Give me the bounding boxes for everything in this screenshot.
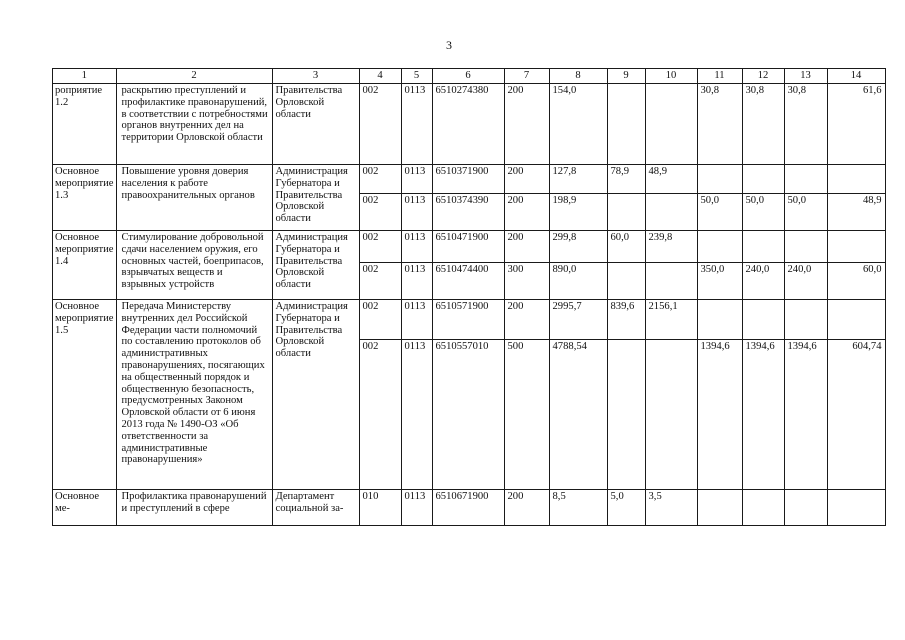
- col-header: 2: [116, 69, 272, 84]
- cell-value: 60,0: [607, 231, 645, 263]
- cell-value: 239,8: [645, 231, 697, 263]
- cell-value: 200: [504, 300, 549, 340]
- cell-value: 8,5: [549, 490, 607, 526]
- cell-value: 61,6: [827, 84, 885, 165]
- cell-value: 5,0: [607, 490, 645, 526]
- cell-value: 6510671900: [432, 490, 504, 526]
- cell-value: 0113: [401, 263, 432, 300]
- cell-value: [742, 231, 784, 263]
- cell-value: [784, 231, 827, 263]
- cell-value: 500: [504, 340, 549, 490]
- cell-value: [697, 490, 742, 526]
- cell-value: 200: [504, 84, 549, 165]
- measure-number: Основное мероприятие 1.3: [53, 165, 117, 231]
- executor: Правительства Орловской области: [272, 84, 359, 165]
- cell-value: 002: [359, 84, 401, 165]
- measure-description: Стимулирование добровольной сдачи населением оружия, его основных частей, боеприпасов, взрывчатых веществ и взрывных устройств: [116, 231, 272, 300]
- measure-description: Повышение уровня доверия населения к работе правоохранительных органов: [116, 165, 272, 231]
- cell-value: 30,8: [784, 84, 827, 165]
- cell-value: 200: [504, 231, 549, 263]
- cell-value: 300: [504, 263, 549, 300]
- cell-value: 2995,7: [549, 300, 607, 340]
- cell-value: 4788,54: [549, 340, 607, 490]
- cell-value: [697, 231, 742, 263]
- cell-value: 1394,6: [742, 340, 784, 490]
- measure-number: роприятие 1.2: [53, 84, 117, 165]
- cell-value: 010: [359, 490, 401, 526]
- table-row: [53, 300, 886, 340]
- cell-value: 240,0: [784, 263, 827, 300]
- cell-value: 198,9: [549, 194, 607, 231]
- cell-value: 127,8: [549, 165, 607, 194]
- cell-value: [742, 490, 784, 526]
- cell-value: [742, 165, 784, 194]
- executor: Департамент социальной за-: [272, 490, 359, 526]
- cell-value: [827, 490, 885, 526]
- cell-value: 890,0: [549, 263, 607, 300]
- executor: Администрация Губернатора и Правительства Орловской области: [272, 231, 359, 300]
- cell-value: 240,0: [742, 263, 784, 300]
- cell-value: 6510557010: [432, 340, 504, 490]
- cell-value: 0113: [401, 490, 432, 526]
- col-header: 6: [432, 69, 504, 84]
- cell-value: 0113: [401, 84, 432, 165]
- cell-value: 299,8: [549, 231, 607, 263]
- col-header: 12: [742, 69, 784, 84]
- header-row: [53, 69, 886, 84]
- col-header: 9: [607, 69, 645, 84]
- table-row: [53, 165, 886, 194]
- cell-value: 200: [504, 194, 549, 231]
- cell-value: 154,0: [549, 84, 607, 165]
- col-header: 11: [697, 69, 742, 84]
- cell-value: [645, 84, 697, 165]
- cell-value: 002: [359, 340, 401, 490]
- cell-value: 002: [359, 165, 401, 194]
- cell-value: 6510374390: [432, 194, 504, 231]
- executor: Администрация Губернатора и Правительства Орловской области: [272, 300, 359, 490]
- cell-value: 6510474400: [432, 263, 504, 300]
- table-row: [53, 490, 886, 526]
- cell-value: [607, 263, 645, 300]
- cell-value: 002: [359, 263, 401, 300]
- measure-description: Передача Министерству внутренних дел Российской Федерации части полномочий по составлению протоколов об административных правонарушениях, посягающих на общественный порядок и общественную безопасность, предусмотренных Законом Орловской области от 6 июня 2013 года № 1490-ОЗ «Об ответственности за административные правонарушения»: [116, 300, 272, 490]
- col-header: 3: [272, 69, 359, 84]
- cell-value: [827, 231, 885, 263]
- col-header: 1: [53, 69, 117, 84]
- cell-value: 0113: [401, 300, 432, 340]
- cell-value: [784, 300, 827, 340]
- executor: Администрация Губернатора и Правительства Орловской области: [272, 165, 359, 231]
- cell-value: [784, 490, 827, 526]
- col-header: 10: [645, 69, 697, 84]
- cell-value: 0113: [401, 340, 432, 490]
- cell-value: [607, 340, 645, 490]
- cell-value: 30,8: [742, 84, 784, 165]
- cell-value: [607, 194, 645, 231]
- col-header: 8: [549, 69, 607, 84]
- cell-value: 0113: [401, 165, 432, 194]
- cell-value: [742, 300, 784, 340]
- cell-value: 48,9: [827, 194, 885, 231]
- cell-value: 6510371900: [432, 165, 504, 194]
- measure-number: Основное мероприятие 1.4: [53, 231, 117, 300]
- cell-value: 2156,1: [645, 300, 697, 340]
- col-header: 4: [359, 69, 401, 84]
- cell-value: [607, 84, 645, 165]
- cell-value: 0113: [401, 194, 432, 231]
- col-header: 7: [504, 69, 549, 84]
- measure-description: раскрытию преступлений и профилактике правонарушений, в соответствии с потребностями органов внутренних дел на территории Орловской области: [116, 84, 272, 165]
- col-header: 5: [401, 69, 432, 84]
- cell-value: [645, 340, 697, 490]
- cell-value: 78,9: [607, 165, 645, 194]
- cell-value: 002: [359, 194, 401, 231]
- cell-value: 002: [359, 231, 401, 263]
- col-header: 14: [827, 69, 885, 84]
- cell-value: 48,9: [645, 165, 697, 194]
- cell-value: [697, 165, 742, 194]
- measure-description: Профилактика правонарушений и преступлений в сфере: [116, 490, 272, 526]
- cell-value: 604,74: [827, 340, 885, 490]
- cell-value: [784, 165, 827, 194]
- cell-value: 50,0: [784, 194, 827, 231]
- measure-number: Основное мероприятие 1.5: [53, 300, 117, 490]
- cell-value: 3,5: [645, 490, 697, 526]
- cell-value: [827, 300, 885, 340]
- budget-table: [52, 68, 886, 526]
- cell-value: 6510274380: [432, 84, 504, 165]
- cell-value: 200: [504, 165, 549, 194]
- cell-value: 60,0: [827, 263, 885, 300]
- cell-value: 350,0: [697, 263, 742, 300]
- table-row: [53, 231, 886, 263]
- cell-value: 6510471900: [432, 231, 504, 263]
- col-header: 13: [784, 69, 827, 84]
- cell-value: 1394,6: [697, 340, 742, 490]
- cell-value: 839,6: [607, 300, 645, 340]
- cell-value: [645, 194, 697, 231]
- cell-value: 50,0: [742, 194, 784, 231]
- page-number: 3: [446, 38, 452, 52]
- cell-value: 6510571900: [432, 300, 504, 340]
- cell-value: 30,8: [697, 84, 742, 165]
- cell-value: 0113: [401, 231, 432, 263]
- measure-number: Основное ме-: [53, 490, 117, 526]
- cell-value: 50,0: [697, 194, 742, 231]
- cell-value: 200: [504, 490, 549, 526]
- cell-value: [645, 263, 697, 300]
- cell-value: [697, 300, 742, 340]
- cell-value: 1394,6: [784, 340, 827, 490]
- cell-value: [827, 165, 885, 194]
- table-row: [53, 84, 886, 165]
- cell-value: 002: [359, 300, 401, 340]
